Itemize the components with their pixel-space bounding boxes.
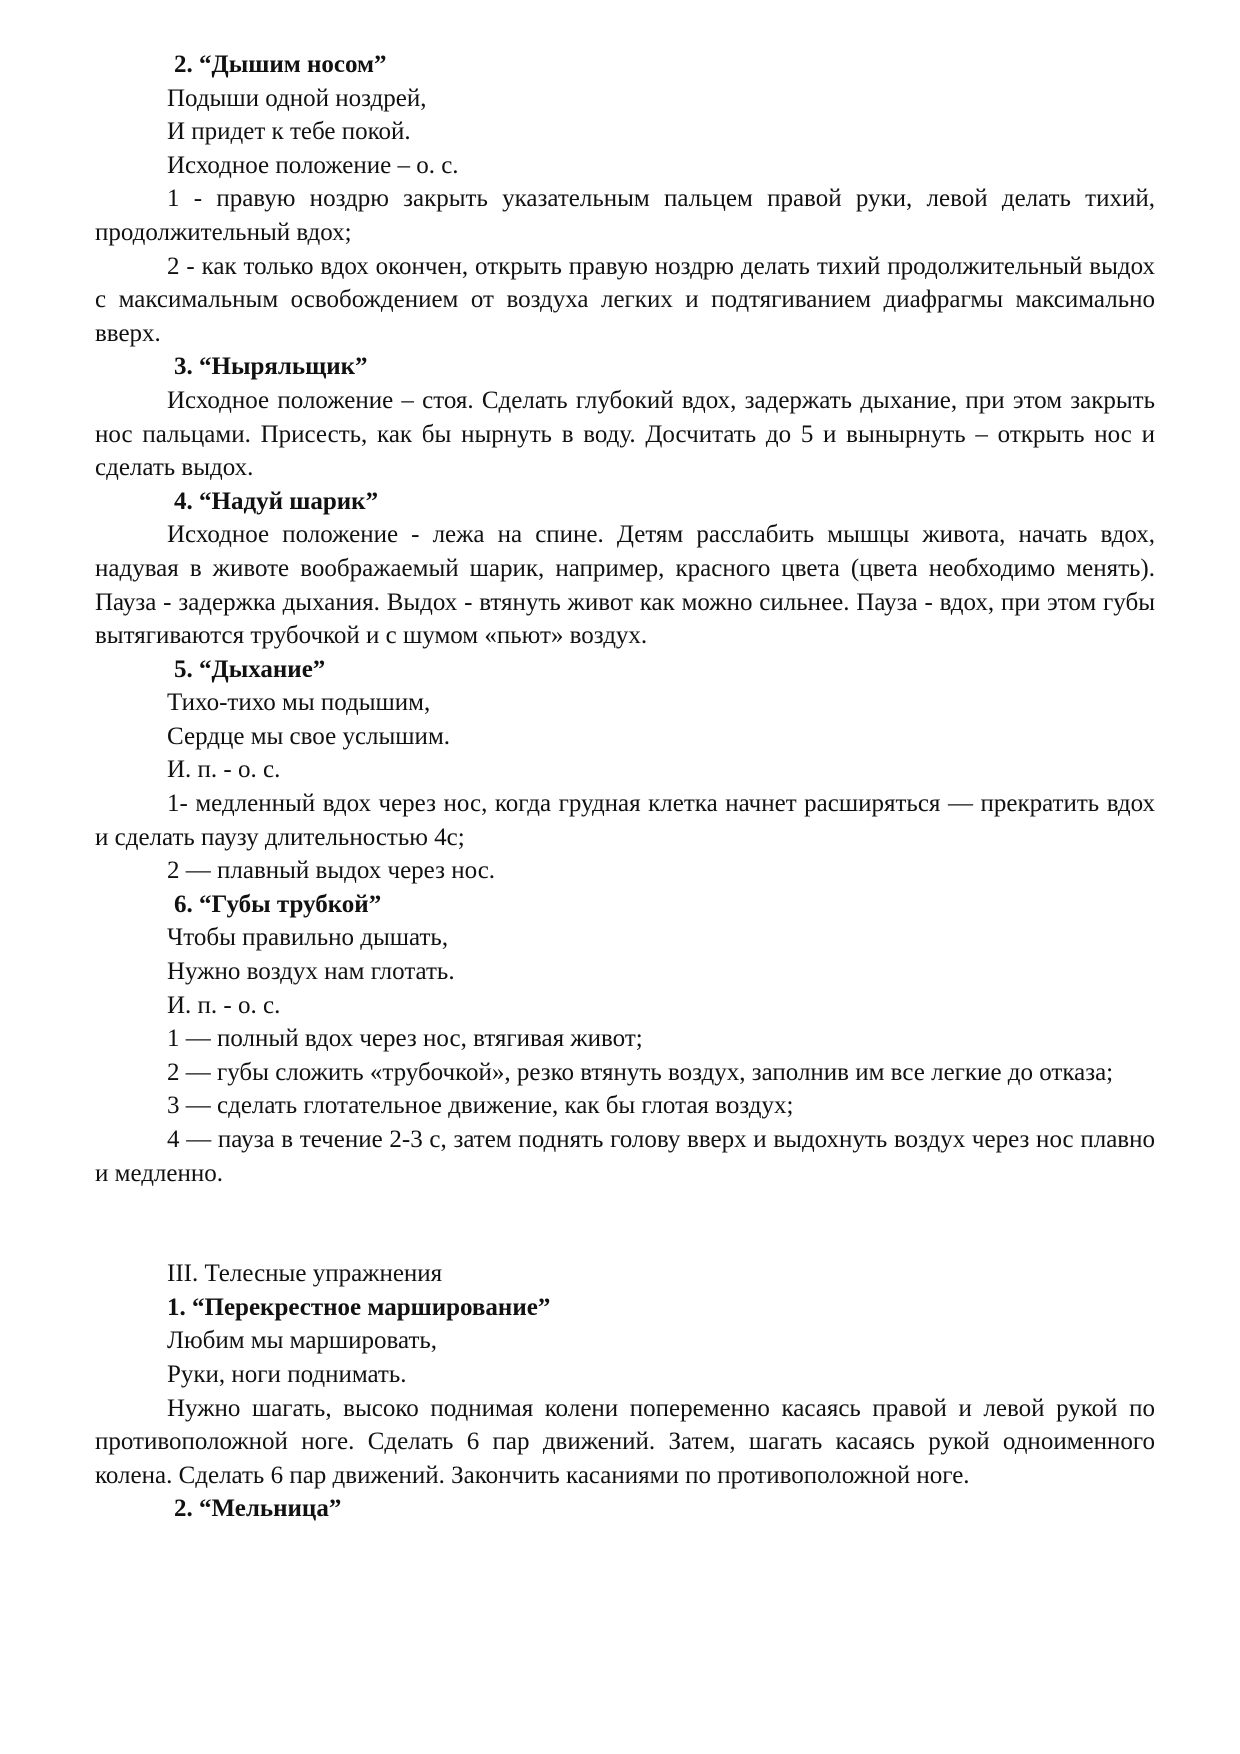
exercise-5-start-position: И. п. - о. с. (167, 756, 281, 784)
section-3-exercise-1-text: Нужно шагать, высоко поднимая колени попеременно касаясь правой и левой рукой по противоположной ноге. Сделать 6 пар движений. Затем, шагать касаясь рукой одноименного колена. Сделать 6 пар движений. Закончить касаниями по противоположной ноге. (95, 1394, 1155, 1489)
section-3-exercise-1-verse-line-1: Любим мы маршировать, (167, 1327, 438, 1355)
section-3-heading: III. Телесные упражнения (167, 1260, 443, 1288)
exercise-5-verse-line-2: Сердце мы свое услышим. (167, 722, 451, 750)
section-3-exercise-2-title: 2. “Мельница” (174, 1495, 342, 1523)
section-3-exercise-1-name: “Перекрестное марширование” (192, 1293, 551, 1321)
exercise-2-step-2: 2 - как только вдох окончен, открыть правую ноздрю делать тихий продолжительный выдох с максимальным освобождением от воздуха легких и подтягиванием диафрагмы максимально вверх. (95, 252, 1155, 347)
exercise-6-title: 6. “Губы трубкой” (174, 890, 382, 918)
exercise-6-start-position: И. п. - о. с. (167, 991, 281, 1019)
exercise-2-verse-line-1: Подыши одной ноздрей, (167, 84, 427, 112)
exercise-2-title: 2. “Дышим носом” (174, 51, 387, 78)
exercise-2-verse-line-2: И придет к тебе покой. (167, 118, 411, 146)
exercise-3-text: Исходное положение – стоя. Сделать глубокий вдох, задержать дыхание, при этом закрыть нос пальцами. Присесть, как бы нырнуть в воду. Досчитать до 5 и вынырнуть – открыть нос и сделать выдох. (95, 386, 1155, 482)
section-3-exercise-1-title (95, 1291, 1155, 1325)
exercise-4-title: 4. “Надуй шарик” (174, 487, 379, 515)
exercise-6-verse-line-2: Нужно воздух нам глотать. (167, 958, 455, 986)
exercise-4-text: Исходное положение - лежа на спине. Детям расслабить мышцы живота, начать вдох, надувая в животе воображаемый шарик, например, красного цвета (цвета необходимо менять). Пауза - задержка дыхания. Выдох - втянуть живот как можно сильнее. Пауза - вдох, при этом губы вытягиваются трубочкой и с шумом «пьют» воздух. (95, 521, 1155, 650)
exercise-6-step-4: 4 — пауза в течение 2-3 с, затем поднять голову вверх и выдохнуть воздух через нос плавно и медленно. (95, 1126, 1155, 1187)
section-3-exercise-1-verse-line-2: Руки, ноги поднимать. (167, 1360, 407, 1388)
section-spacer (95, 1190, 1155, 1257)
exercise-6-step-3: 3 — сделать глотательное движение, как бы глотая воздух; (167, 1092, 794, 1120)
exercise-5-title: 5. “Дыхание” (174, 655, 326, 683)
exercise-6-step-2: 2 — губы сложить «трубочкой», резко втянуть воздух, заполнив им все легкие до отказа; (167, 1058, 1114, 1086)
exercise-6-verse-line-1: Чтобы правильно дышать, (167, 924, 449, 952)
exercise-5-verse-line-1: Тихо-тихо мы подышим, (167, 689, 431, 717)
exercise-6-step-1: 1 — полный вдох через нос, втягивая живот; (167, 1025, 643, 1053)
section-3-exercise-1-number: 1. (167, 1293, 186, 1321)
exercise-5-step-2: 2 — плавный выдох через нос. (167, 857, 496, 885)
exercise-2-start-position: Исходное положение – о. с. (167, 151, 459, 179)
document-page (95, 48, 1155, 1526)
exercise-3-title: 3. “Ныряльщик” (174, 353, 368, 381)
exercise-2-step-1: 1 - правую ноздрю закрыть указательным пальцем правой руки, левой делать тихий, продолжительный вдох; (95, 185, 1155, 246)
exercise-5-step-1: 1- медленный вдох через нос, когда грудная клетка начнет расширяться — прекратить вдох и сделать паузу длительностью 4с; (95, 790, 1155, 851)
